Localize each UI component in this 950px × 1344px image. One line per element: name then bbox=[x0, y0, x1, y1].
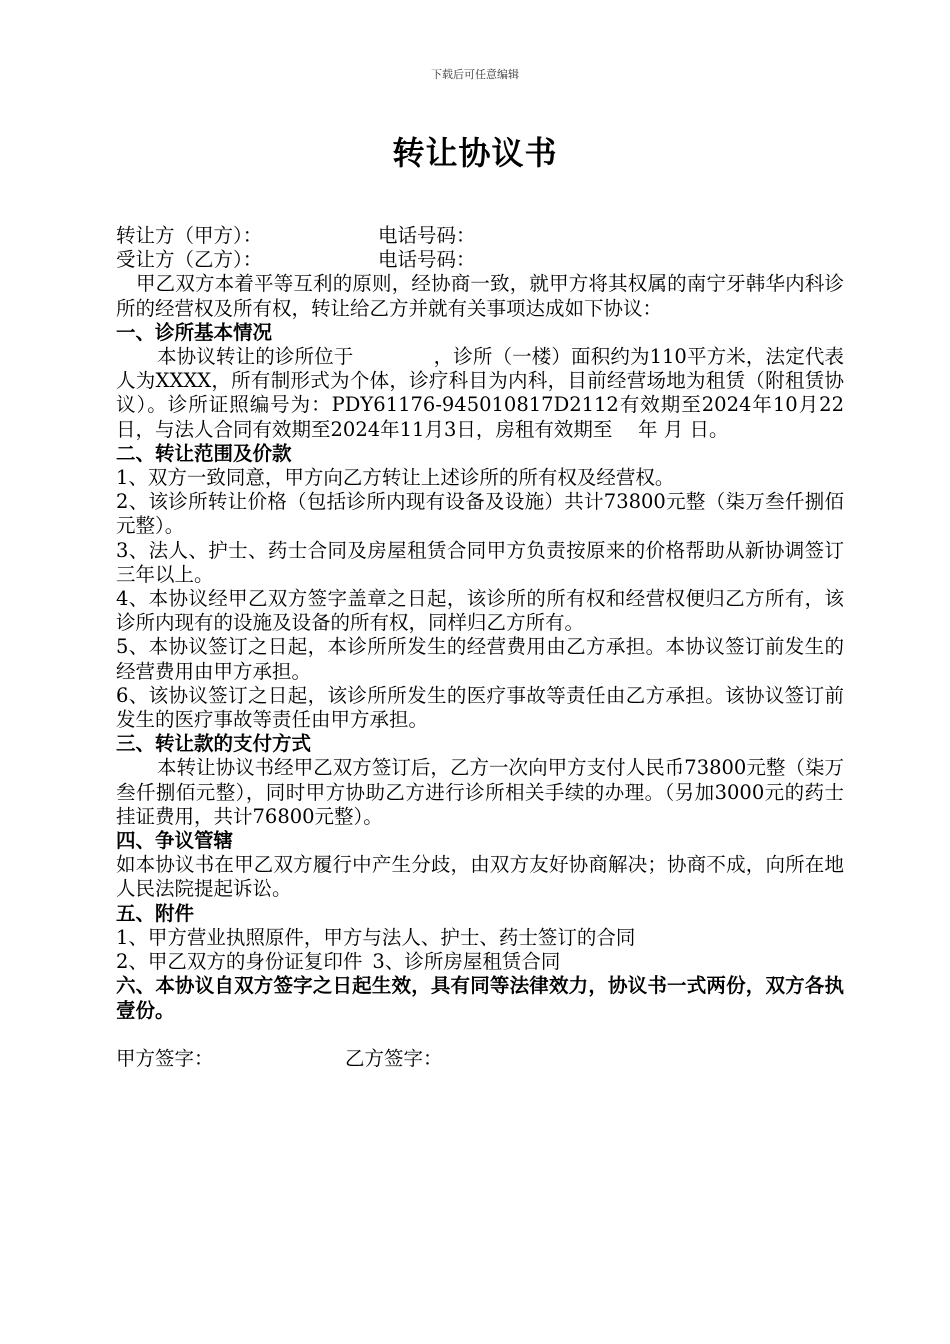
party-a-signature-label: 甲方签字： bbox=[116, 1046, 214, 1070]
attachment-item-3: 3、诊所房屋租赁合同 bbox=[372, 950, 561, 974]
transferee-label: 受让方（乙方）： bbox=[116, 248, 263, 272]
document-body bbox=[116, 224, 844, 1071]
section-4-heading: 四、争议管辖 bbox=[116, 829, 234, 853]
section-3-heading: 三、转让款的支付方式 bbox=[116, 732, 312, 756]
document-title: 转让协议书 bbox=[392, 134, 558, 172]
transferee-phone-label: 电话号码： bbox=[378, 248, 476, 272]
section-2-item-3: 3、法人、护士、药士合同及房屋租赁合同甲方负责按原来的价格帮助从新协调签订三年以上。 bbox=[116, 538, 844, 586]
attachment-item-2: 2、甲乙双方的身份证复印件 bbox=[116, 950, 363, 974]
party-b-signature-label: 乙方签字： bbox=[345, 1046, 443, 1070]
section-3-paragraph: 本转让协议书经甲乙双方签订后，乙方一次向甲方支付人民币73800元整（柒万叁仟捌佰元整），同时甲方协助乙方进行诊所相关手续的办理。（另加3000元的药士挂证费用，共计76800元整）。 bbox=[116, 756, 844, 828]
header-note: 下载后可任意编辑 bbox=[431, 68, 519, 81]
section-2-item-5: 5、本协议签订之日起，本诊所所发生的经营费用由乙方承担。本协议签订前发生的经营费用由甲方承担。 bbox=[116, 635, 844, 683]
section-2-item-4: 4、本协议经甲乙双方签字盖章之日起，该诊所的所有权和经营权便归乙方所有，该诊所内现有的设施及设备的所有权，同样归乙方所有。 bbox=[116, 587, 844, 635]
section-6-clause: 六、本协议自双方签字之日起生效，具有同等法律效力，协议书一式两份，双方各执壹份。 bbox=[116, 974, 844, 1022]
section-1-location-text: 本协议转让的诊所位于 bbox=[157, 345, 354, 369]
transferor-phone-label: 电话号码： bbox=[378, 224, 476, 247]
section-1-heading: 一、诊所基本情况 bbox=[116, 320, 273, 344]
section-2-heading: 二、转让范围及价款 bbox=[116, 441, 292, 465]
intro-paragraph: 甲乙双方本着平等互利的原则，经协商一致，就甲方将其权属的南宁牙韩华内科诊所的经营权及所有权，转让给乙方并就有关事项达成如下协议： bbox=[116, 272, 844, 320]
attachment-item-1: 1、甲方营业执照原件，甲方与法人、护士、药士签订的合同 bbox=[116, 925, 636, 949]
section-2-item-2: 2、该诊所转让价格（包括诊所内现有设备及设施）共计73800元整（柒万叁仟捌佰元整）。 bbox=[116, 490, 844, 538]
section-2-item-1: 1、双方一致同意，甲方向乙方转让上述诊所的所有权及经营权。 bbox=[116, 466, 675, 490]
transferee-row bbox=[116, 248, 844, 272]
section-2-item-6: 6、该协议签订之日起，该诊所所发生的医疗事故等责任由乙方承担。该协议签订前发生的医疗事故等责任由甲方承担。 bbox=[116, 683, 844, 732]
section-1-detail-text: ，诊所（一楼）面积约为110平方米，法定代表人为XXXX，所有制形式为个体，诊疗科目为内科，目前经营场地为租赁（附租赁协议）。诊所证照编号为：PDY61176-945010817D2112有效期至2024年10月22日，与法人合同有效期至2024年11月3日，房租有效期至 年 月 日。 bbox=[116, 345, 844, 441]
attachment-items-2-3 bbox=[116, 950, 844, 974]
section-1-paragraph bbox=[116, 345, 844, 442]
section-5-heading: 五、附件 bbox=[116, 901, 195, 925]
transferor-label: 转让方（甲方）： bbox=[116, 224, 263, 247]
signature-row bbox=[116, 1047, 844, 1071]
section-4-paragraph: 如本协议书在甲乙双方履行中产生分歧，由双方友好协商解决；协商不成，向所在地人民法院提起诉讼。 bbox=[116, 853, 844, 901]
transferor-row bbox=[116, 224, 844, 248]
